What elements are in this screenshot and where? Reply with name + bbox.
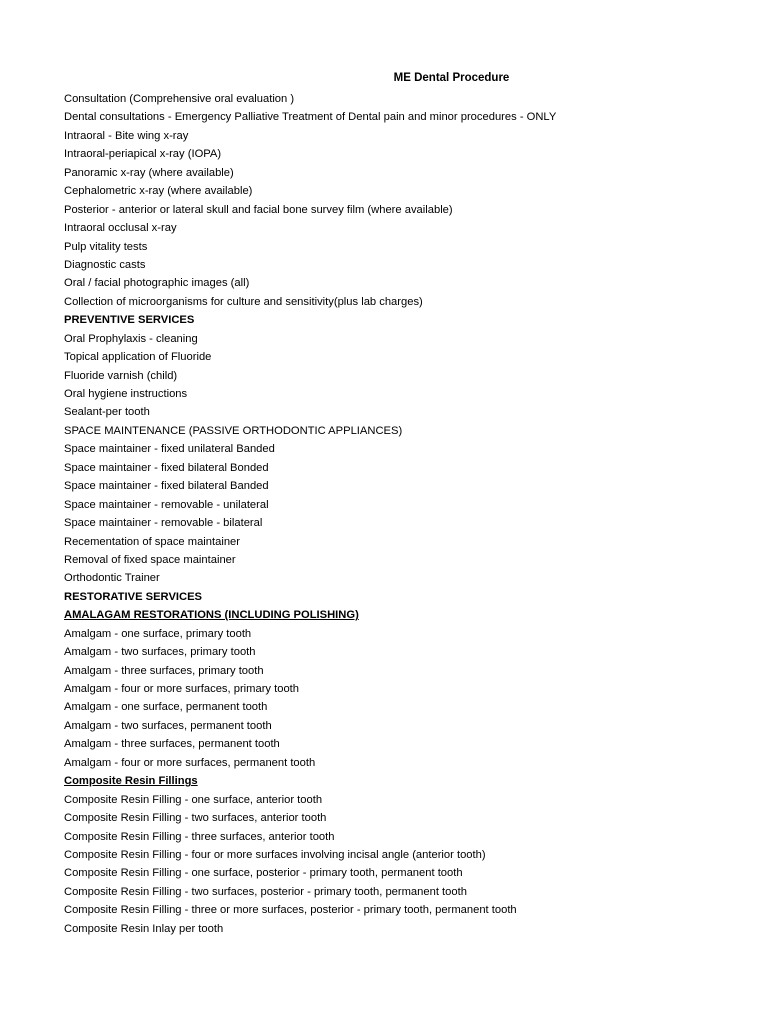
procedure-line: Fluoride varnish (child) bbox=[64, 369, 178, 382]
procedure-line: Oral Prophylaxis - cleaning bbox=[64, 332, 198, 345]
procedure-line: Amalgam - four or more surfaces, permanent tooth bbox=[64, 756, 316, 769]
procedure-line: Posterior - anterior or lateral skull and facial bone survey film (where available) bbox=[64, 203, 453, 216]
procedure-line: Space maintainer - fixed bilateral Bonded bbox=[64, 461, 269, 474]
procedure-line: Pulp vitality tests bbox=[64, 240, 148, 253]
procedure-line: Consultation (Comprehensive oral evaluation ) bbox=[64, 93, 295, 105]
procedure-line: Composite Resin Filling - two surfaces, posterior - primary tooth, permanent tooth bbox=[64, 885, 467, 898]
procedure-line: Amalgam - two surfaces, primary tooth bbox=[64, 646, 256, 659]
procedure-line: Amalgam - three surfaces, primary tooth bbox=[64, 664, 264, 677]
procedure-line: Space maintainer - fixed unilateral Banded bbox=[64, 443, 275, 456]
document-title: ME Dental Procedure bbox=[393, 72, 510, 84]
procedure-line: Amalgam - two surfaces, permanent tooth bbox=[64, 719, 272, 732]
section-heading: RESTORATIVE SERVICES bbox=[64, 590, 203, 603]
procedure-line: Oral hygiene instructions bbox=[64, 388, 188, 400]
procedure-line: Cephalometric x-ray (where available) bbox=[64, 185, 253, 198]
procedure-line: Recementation of space maintainer bbox=[64, 535, 240, 548]
section-heading: PREVENTIVE SERVICES bbox=[64, 314, 195, 327]
procedure-line: Composite Resin Filling - three or more surfaces, posterior - primary tooth, permanent tooth bbox=[64, 904, 517, 917]
procedure-list bbox=[64, 90, 754, 938]
procedure-line: Intraoral - Bite wing x-ray bbox=[64, 129, 189, 142]
procedure-line: Topical application of Fluoride bbox=[64, 351, 212, 364]
procedure-line: Removal of fixed space maintainer bbox=[64, 553, 236, 566]
procedure-line: Orthodontic Trainer bbox=[64, 572, 160, 585]
procedure-line: Sealant-per tooth bbox=[64, 406, 150, 419]
procedure-line: Composite Resin Filling - three surfaces, anterior tooth bbox=[64, 830, 335, 843]
procedure-line: Amalgam - four or more surfaces, primary tooth bbox=[64, 683, 300, 695]
procedure-line: Intraoral-periapical x-ray (IOPA) bbox=[64, 148, 222, 161]
subsection-heading: Composite Resin Fillings bbox=[64, 775, 198, 788]
procedure-line: Dental consultations - Emergency Palliative Treatment of Dental pain and minor procedures - ONLY bbox=[64, 111, 557, 124]
procedure-line: Panoramic x-ray (where available) bbox=[64, 166, 234, 179]
procedure-line: Space maintainer - removable - bilateral bbox=[64, 517, 263, 530]
procedure-line: Intraoral occlusal x-ray bbox=[64, 222, 177, 235]
procedure-line: Space maintainer - removable - unilateral bbox=[64, 498, 269, 511]
procedure-line: Composite Resin Filling - one surface, anterior tooth bbox=[64, 793, 323, 806]
procedure-line: Composite Resin Filling - four or more surfaces involving incisal angle (anterior tooth) bbox=[64, 848, 486, 861]
procedure-line: Amalgam - one surface, permanent tooth bbox=[64, 701, 268, 714]
subsection-heading: AMALAGAM RESTORATIONS (INCLUDING POLISHING) bbox=[64, 609, 359, 622]
procedure-line: Amalgam - one surface, primary tooth bbox=[64, 627, 252, 640]
procedure-line: Collection of microorganisms for culture and sensitivity(plus lab charges) bbox=[64, 295, 423, 308]
procedure-line: Composite Resin Inlay per tooth bbox=[64, 922, 224, 935]
procedure-line: Composite Resin Filling - one surface, posterior - primary tooth, permanent tooth bbox=[64, 867, 463, 880]
procedure-line: Oral / facial photographic images (all) bbox=[64, 277, 250, 290]
procedure-line: Composite Resin Filling - two surfaces, anterior tooth bbox=[64, 812, 327, 825]
procedure-line: SPACE MAINTENANCE (PASSIVE ORTHODONTIC APPLIANCES) bbox=[64, 424, 403, 437]
procedure-line: Space maintainer - fixed bilateral Banded bbox=[64, 480, 269, 493]
procedure-line: Amalgam - three surfaces, permanent tooth bbox=[64, 738, 280, 751]
procedure-line: Diagnostic casts bbox=[64, 258, 146, 271]
